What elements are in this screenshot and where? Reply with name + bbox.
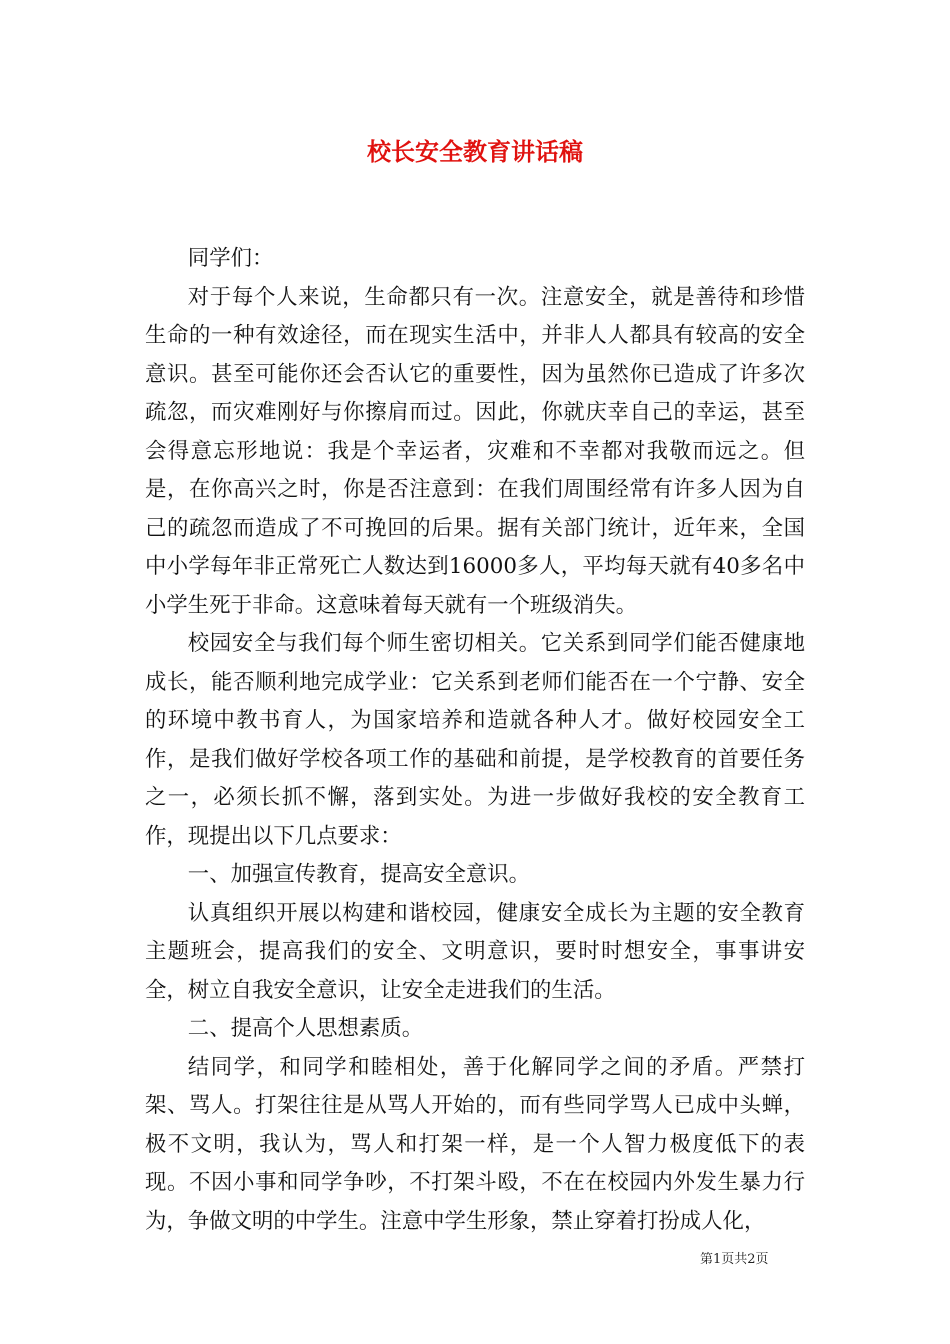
page-number: 第1页共2页 <box>700 1252 769 1267</box>
paragraph-2: 校园安全与我们每个师生密切相关。它关系到同学们能否健康地成长，能否顺利地完成学业：它关系到老师们能否在一个宁静、安全的环境中教书育人，为国家培养和造就各种人才。做好校园安全工作，是我们做好学校各项工作的基础和前提，是学校教育的首要任务之一，必须长抓不懈，落到实处。为进一步做好我校的安全教育工作，现提出以下几点要求： <box>145 631 805 849</box>
document-title: 校长安全教育讲话稿 <box>367 137 583 166</box>
document-body <box>145 240 805 1241</box>
paragraph-4: 结同学，和同学和睦相处，善于化解同学之间的矛盾。严禁打架、骂人。打架往往是从骂人开始的，而有些同学骂人已成中头蝉，极不文明，我认为，骂人和打架一样，是一个人智力极度低下的表现。不因小事和同学争吵，不打架斗殴，不在在校园内外发生暴力行为，争做文明的中学生。注意中学生形象，禁止穿着打扮成人化， <box>145 1054 805 1234</box>
salutation: 同学们： <box>187 246 274 271</box>
paragraph-1: 对于每个人来说，生命都只有一次。注意安全，就是善待和珍惜生命的一种有效途径，而在现实生活中，并非人人都具有较高的安全意识。甚至可能你还会否认它的重要性，因为虽然你已造成了许多次疏忽，而灾难刚好与你擦肩而过。因此，你就庆幸自己的幸运，甚至会得意忘形地说：我是个幸运者，灾难和不幸都对我敬而远之。但是，在你高兴之时，你是否注意到：在我们周围经常有许多人因为自己的疏忽而造成了不可挽回的后果。据有关部门统计，近年来，全国中小学每年非正常死亡人数达到16000多人，平均每天就有40多名中小学生死于非命。这意味着每天就有一个班级消失。 <box>145 284 805 618</box>
paragraph-3: 认真组织开展以构建和谐校园，健康安全成长为主题的安全教育主题班会，提高我们的安全、文明意识，要时时想安全，事事讲安全，树立自我安全意识，让安全走进我们的生活。 <box>145 900 805 1003</box>
section-heading-1: 一、加强宣传教育，提高安全意识。 <box>187 862 531 887</box>
section-heading-2: 二、提高个人思想素质。 <box>187 1016 424 1041</box>
